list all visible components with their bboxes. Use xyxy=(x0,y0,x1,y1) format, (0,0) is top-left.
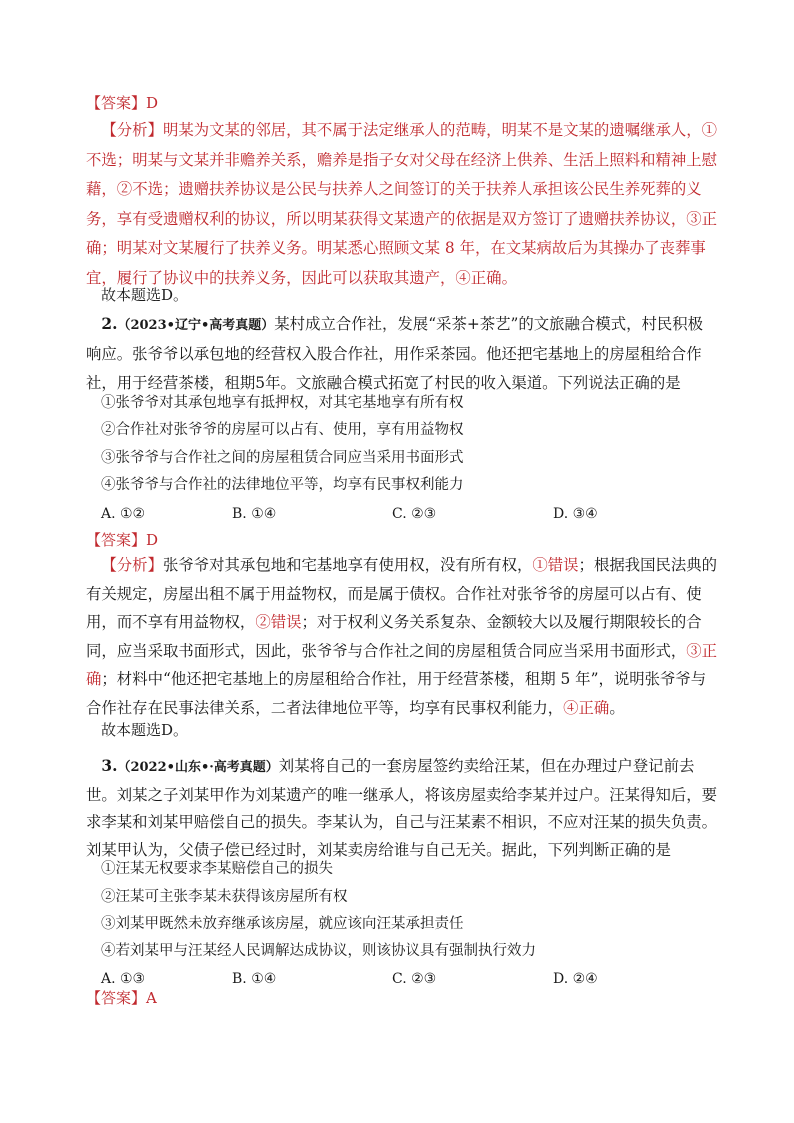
conclusion-2: 故本题选D。 xyxy=(101,721,189,739)
verdict-2: ②不选 xyxy=(116,180,163,199)
option-3: ③张爷爷与合作社之间的房屋租赁合同应当采用书面形式 xyxy=(101,450,464,466)
answer-label: 【答案】 xyxy=(86,989,147,1007)
analysis-text: ；根据我国民法典的有关规定，房屋出租不属于用益物权，而是属于债权。合作社对张爷爷的房屋可以占有、使用，而不享有用益物权， xyxy=(86,556,718,631)
option-1: ①汪某无权要求李某赔偿自己的损失 xyxy=(101,861,333,877)
option-1: ①张爷爷对其承包地享有抵押权，对其宅基地享有所有权 xyxy=(101,395,464,411)
choice-d: D. ③④ xyxy=(553,506,598,522)
analysis-text: ；材料中“他还把宅基地上的房屋租给合作社，用于经营茶楼，租期 5 年”，说明张爷爷与合作社存在民事法律关系，二者法律地位平等，均享有民事权利能力， xyxy=(86,670,707,717)
verdict-2: ②错误 xyxy=(255,613,302,631)
analysis-label: 【分析】 xyxy=(101,556,163,574)
verdict-4: ④正确 xyxy=(455,268,502,287)
analysis-text: 明某为文某的邻居，其不属于法定继承人的范畴，明某不是文某的遗嘱继承人， xyxy=(162,121,702,139)
answer-value: D xyxy=(146,531,159,549)
analysis-text: ；遗赠扶养协议是公民与扶养人之间签订的关于扶养人承担该公民生养死葬的义务，享有受遗赠权利的协议，所以明某获得文某遗产的依据是双方签订了遗赠扶养协议， xyxy=(86,180,702,228)
answer-label: 【答案】 xyxy=(86,94,147,112)
choice-a: A. ①② xyxy=(101,506,146,522)
answer-1 xyxy=(86,93,158,113)
option-4: ④张爷爷与合作社的法律地位平等，均享有民事权利能力 xyxy=(101,477,464,493)
analysis-1 xyxy=(86,116,718,294)
question-2 xyxy=(86,310,718,398)
analysis-text: 张爷爷对其承包地和宅基地享有使用权，没有所有权， xyxy=(162,556,533,574)
answer-value: A xyxy=(146,989,157,1007)
verdict-3: ③正确 xyxy=(86,209,718,258)
choice-c: C. ②③ xyxy=(392,971,437,987)
analysis-text: 。 xyxy=(501,268,517,287)
choice-b: B. ①④ xyxy=(232,506,277,522)
option-4: ④若刘某甲与汪某经人民调解达成协议，则该协议具有强制执行效力 xyxy=(101,943,536,959)
question-source: （2022•山东•·高考真题） xyxy=(117,760,279,775)
question-number: 2. xyxy=(101,315,118,333)
answer-value: D xyxy=(146,94,159,112)
option-2: ②合作社对张爷爷的房屋可以占有、使用，享有用益物权 xyxy=(101,422,464,438)
analysis-label: 【分析】 xyxy=(101,121,163,139)
verdict-3: ③正确 xyxy=(86,641,718,688)
option-3: ③刘某甲既然未放弃继承该房屋，就应该向汪某承担责任 xyxy=(101,916,464,932)
answer-2 xyxy=(86,530,158,550)
verdict-1: ①不选 xyxy=(86,121,718,169)
question-stem: 某村成立合作社，发展“采茶+茶艺”的文旅融合模式，村民积极响应。张爷爷以承包地的经营权入股合作社，用作采茶园。他还把宅基地上的房屋租给合作社，用于经营茶楼，租期5年。文旅融合模式拓宽了村民的收入渠道。下列说法正确的是 xyxy=(86,315,704,392)
analysis-text: ；明某对文某履行了扶养义务。明某悉心照顾文某 8 年，在文某病故后为其操办了丧葬事宜，履行了协议中的扶养义务，因此可以获取其遗产， xyxy=(86,239,706,287)
verdict-4: ④正确 xyxy=(563,698,610,717)
question-number: 3. xyxy=(101,757,118,775)
verdict-1: ①错误 xyxy=(532,556,579,574)
choice-a: A. ①③ xyxy=(101,971,146,987)
question-3 xyxy=(86,753,718,864)
analysis-2 xyxy=(86,551,718,722)
choice-d: D. ②④ xyxy=(553,971,598,987)
choice-c: C. ②③ xyxy=(392,506,437,522)
answer-3 xyxy=(86,988,157,1008)
option-2: ②汪某可主张李某未获得该房屋所有权 xyxy=(101,889,348,905)
answer-label: 【答案】 xyxy=(86,531,147,549)
analysis-text: 。 xyxy=(609,698,625,717)
analysis-text: ；对于权利义务关系复杂、金额较大以及履行期限较长的合同，应当采取书面形式，因此，张爷爷与合作社之间的房屋租赁合同应当采用书面形式， xyxy=(86,613,702,660)
choice-b: B. ①④ xyxy=(232,971,277,987)
conclusion-1: 故本题选D。 xyxy=(101,286,189,304)
analysis-text: ；明某与文某并非赡养关系，赡养是指子女对父母在经济上供养、生活上照料和精神上慰藉， xyxy=(86,150,718,199)
question-stem: 刘某将自己的一套房屋签约卖给汪某，但在办理过户登记前去世。刘某之子刘某甲作为刘某遗产的唯一继承人，将该房屋卖给李某并过户。汪某得知后，要求李某和刘某甲赔偿自己的损失。李某认为，自己与汪某素不相识，不应对汪某的损失负责。刘某甲认为，父债子偿已经过时，刘某卖房给谁与自己无关。据此，下列判断正确的是 xyxy=(86,757,718,859)
question-source: （2023•辽宁•高考真题） xyxy=(117,318,275,333)
